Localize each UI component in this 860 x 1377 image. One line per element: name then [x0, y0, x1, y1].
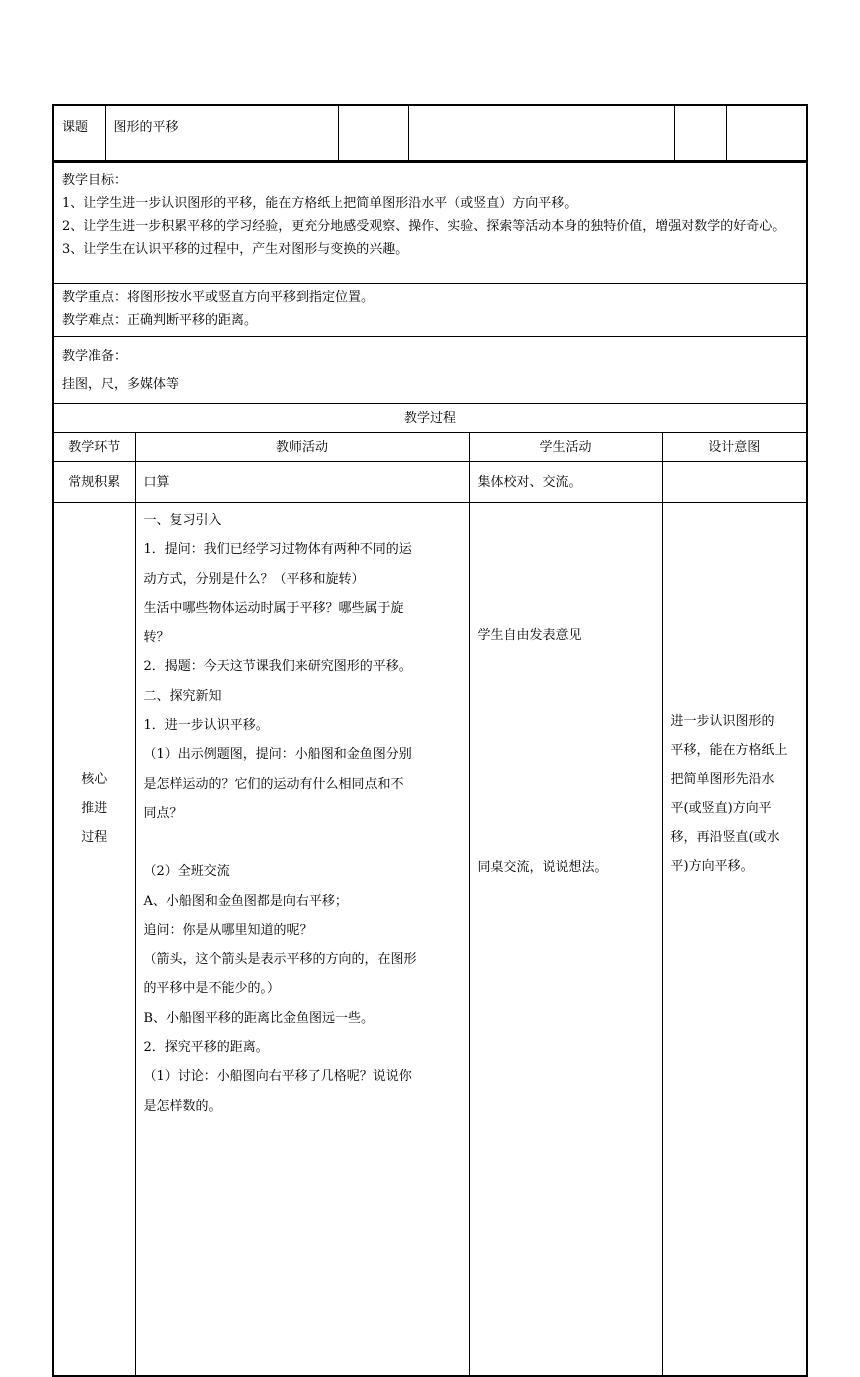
- teacher-line: 同点？: [143, 805, 183, 821]
- goals-title: 教学目标：: [62, 173, 128, 188]
- teacher-line: 的平移中是不能少的。）: [143, 981, 281, 997]
- stage-routine: 常规积累: [53, 462, 135, 503]
- teacher-line: [144, 828, 461, 857]
- goal-item: 2、让学生进一步积累平移的学习经验，更充分地感受观察、操作、实验、探索等活动本身的独特价值，增强对数学的好奇心。: [62, 219, 786, 234]
- stage-core: [53, 503, 135, 1377]
- teacher-line: 是怎样数的。: [143, 1098, 222, 1114]
- teacher-line: 生活中哪些物体运动时属于平移？哪些属于旋: [143, 600, 404, 616]
- prep-content: 挂图，尺，多媒体等: [62, 377, 180, 392]
- student-activities: [469, 503, 662, 1377]
- teacher-line: 转？: [143, 630, 170, 646]
- student-activity-b: 同桌交流，说说想法。: [477, 860, 608, 875]
- teacher-line: 是怎样运动的？它们的运动有什么相同点和不: [143, 776, 404, 792]
- teacher-line: 追问：你是从哪里知道的呢？: [143, 922, 313, 938]
- empty-cell: [408, 105, 674, 161]
- stage-core-line: 推进: [81, 801, 108, 816]
- teacher-line: A、小船图和金鱼图都是向右平移；: [143, 893, 348, 909]
- teacher-line: 1．提问：我们已经学习过物体有两种不同的运: [143, 542, 412, 558]
- teacher-line: （1）出示例题图，提问：小船图和金鱼图分别: [143, 747, 412, 763]
- lesson-header-table: [52, 104, 808, 162]
- teacher-line: B、小船图平移的距离比金鱼图远一些。: [143, 1010, 375, 1026]
- lesson-body-table: [52, 162, 808, 1377]
- teaching-preparation: [53, 337, 807, 404]
- intent-line: 平)方向平移。: [670, 859, 754, 874]
- teacher-line: 二、探究新知: [143, 688, 222, 704]
- empty-cell: [726, 105, 807, 161]
- empty-cell: [338, 105, 408, 161]
- teacher-line: （2）全班交流: [143, 864, 230, 880]
- student-routine: 集体校对、交流。: [469, 462, 662, 503]
- subject-label: 课题: [53, 105, 105, 161]
- intent-line: 平移，能在方格纸上: [670, 743, 788, 758]
- teacher-line: 2．揭题：今天这节课我们来研究图形的平移。: [143, 659, 412, 675]
- prep-title: 教学准备：: [62, 349, 128, 364]
- student-activity-a: 学生自由发表意见: [477, 628, 582, 643]
- process-title: 教学过程: [53, 404, 807, 433]
- col-header-stage: 教学环节: [53, 433, 135, 462]
- stage-core-line: 过程: [81, 830, 108, 845]
- key-point: 教学重点：将图形按水平或竖直方向平移到指定位置。: [62, 290, 375, 305]
- teacher-line: 动方式，分别是什么？（平移和旋转）: [143, 571, 365, 587]
- design-intent: [662, 503, 807, 1377]
- stage-core-line: 核心: [81, 772, 108, 787]
- intent-line: 进一步认识图形的: [670, 714, 775, 729]
- lesson-plan-page: [52, 104, 806, 1377]
- col-header-teacher: 教师活动: [135, 433, 469, 462]
- empty-cell: [674, 105, 726, 161]
- goal-item: 3、让学生在认识平移的过程中，产生对图形与变换的兴趣。: [62, 242, 409, 257]
- intent-routine: [662, 462, 807, 503]
- teacher-line: 一、复习引入: [143, 513, 222, 528]
- goal-item: 1、让学生进一步认识图形的平移，能在方格纸上把简单图形沿水平（或竖直）方向平移。: [62, 196, 578, 211]
- intent-line: 移，再沿竖直(或水: [670, 830, 780, 845]
- subject-value: 图形的平移: [105, 105, 338, 161]
- teacher-routine: 口算: [135, 462, 469, 503]
- teacher-activities: [135, 503, 469, 1377]
- intent-line: 平(或竖直)方向平: [670, 801, 772, 816]
- teacher-line: （箭头，这个箭头是表示平移的方向的，在图形: [143, 952, 417, 968]
- col-header-intent: 设计意图: [662, 433, 807, 462]
- teacher-line: 2．探究平移的距离。: [143, 1040, 269, 1056]
- intent-line: 把简单图形先沿水: [670, 772, 775, 787]
- col-header-student: 学生活动: [469, 433, 662, 462]
- teacher-line: （1）讨论：小船图向右平移了几格呢？说说你: [143, 1069, 412, 1085]
- teaching-focus: [53, 284, 807, 337]
- teaching-goals: [53, 163, 807, 284]
- teacher-line: 1．进一步认识平移。: [143, 718, 269, 734]
- difficulty: 教学难点：正确判断平移的距离。: [62, 313, 258, 328]
